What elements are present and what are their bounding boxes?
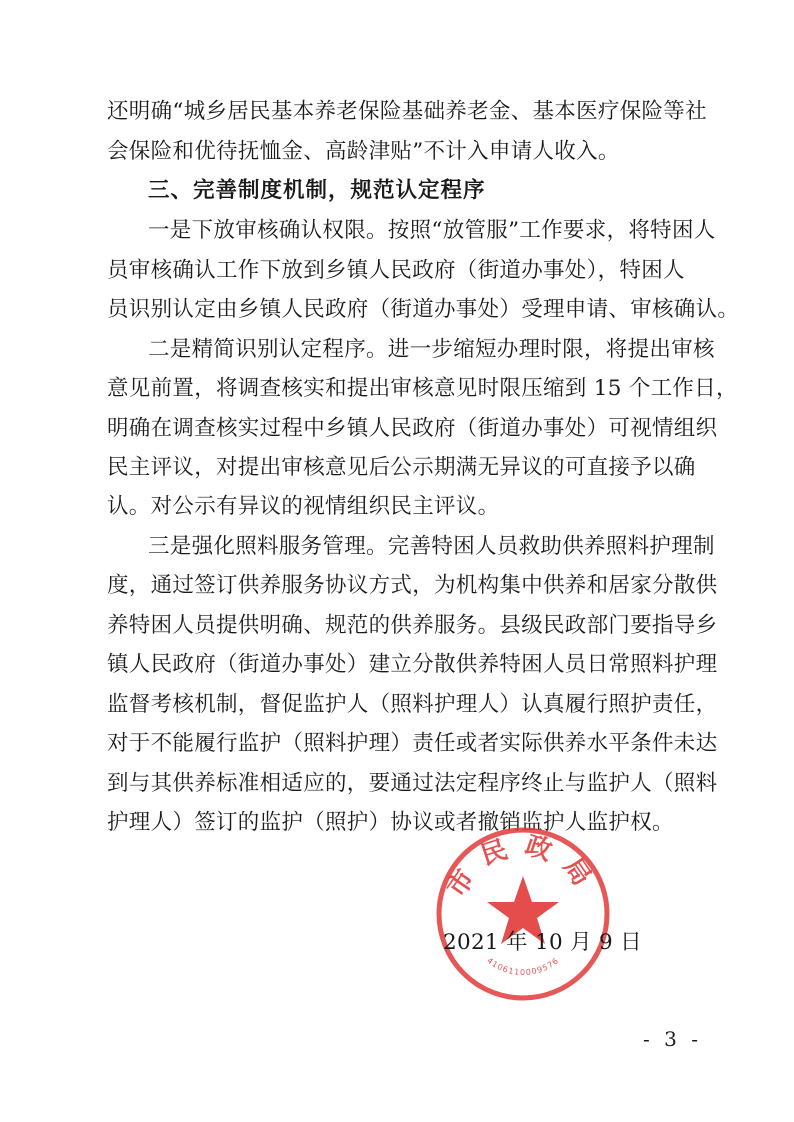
body-line-18: 到与其供养标准相适应的，要通过法定程序终止与监护人（照料: [107, 771, 718, 796]
body-line-8: 意见前置，将调查核实和提出审核意见时限压缩到 15 个工作日，: [107, 376, 738, 401]
body-line-16: 监督考核机制，督促监护人（照料护理人）认真履行照护责任，: [107, 692, 718, 717]
body-line-13: 度，通过签订供养服务协议方式，为机构集中供养和居家分散供: [107, 573, 718, 598]
document-date: 2021 年 10 月 9 日: [443, 930, 642, 955]
svg-text:4106110009576: [485, 956, 560, 977]
body-line-7: 二是精简识别认定程序。进一步缩短办理时限，将提出审核: [148, 337, 715, 362]
body-line-10: 民主评议，对提出审核意见后公示期满无异议的可直接予以确: [107, 455, 696, 480]
body-line-4: 一是下放审核确认权限。按照“放管服”工作要求，将特困人: [148, 218, 716, 243]
section-heading: 三、完善制度机制，规范认定程序: [148, 178, 486, 203]
body-line-11: 认。对公示有异议的视情组织民主评议。: [107, 494, 500, 519]
body-line-2: 会保险和优待抚恤金、高龄津贴”不计入申请人收入。: [107, 139, 620, 164]
body-line-5: 员审核确认工作下放到乡镇人民政府（街道办事处），特困人: [107, 258, 685, 283]
body-line-19: 护理人）签订的监护（照护）协议或者撤销监护人监护权。: [107, 810, 674, 835]
seal-text: 市民政局: [441, 830, 605, 903]
body-line-17: 对于不能履行监护（照料护理）责任或者实际供养水平条件未达: [107, 731, 718, 756]
seal-number: 4106110009576: [485, 955, 561, 977]
body-line-9: 明确在调查核实过程中乡镇人民政府（街道办事处）可视情组织: [107, 416, 718, 441]
page-number: - 3 -: [643, 1027, 702, 1051]
body-line-1: 还明确“城乡居民基本养老保险基础养老金、基本医疗保险等社: [107, 99, 707, 124]
body-line-14: 养特困人员提供明确、规范的供养服务。县级民政部门要指导乡: [107, 613, 718, 638]
body-line-15: 镇人民政府（街道办事处）建立分散供养特困人员日常照料护理: [107, 652, 718, 677]
body-line-6: 员识别认定由乡镇人民政府（街道办事处）受理申请、审核确认。: [107, 297, 740, 322]
official-seal: [433, 824, 613, 1004]
body-line-12: 三是强化照料服务管理。完善特困人员救助供养照料护理制: [148, 534, 715, 559]
